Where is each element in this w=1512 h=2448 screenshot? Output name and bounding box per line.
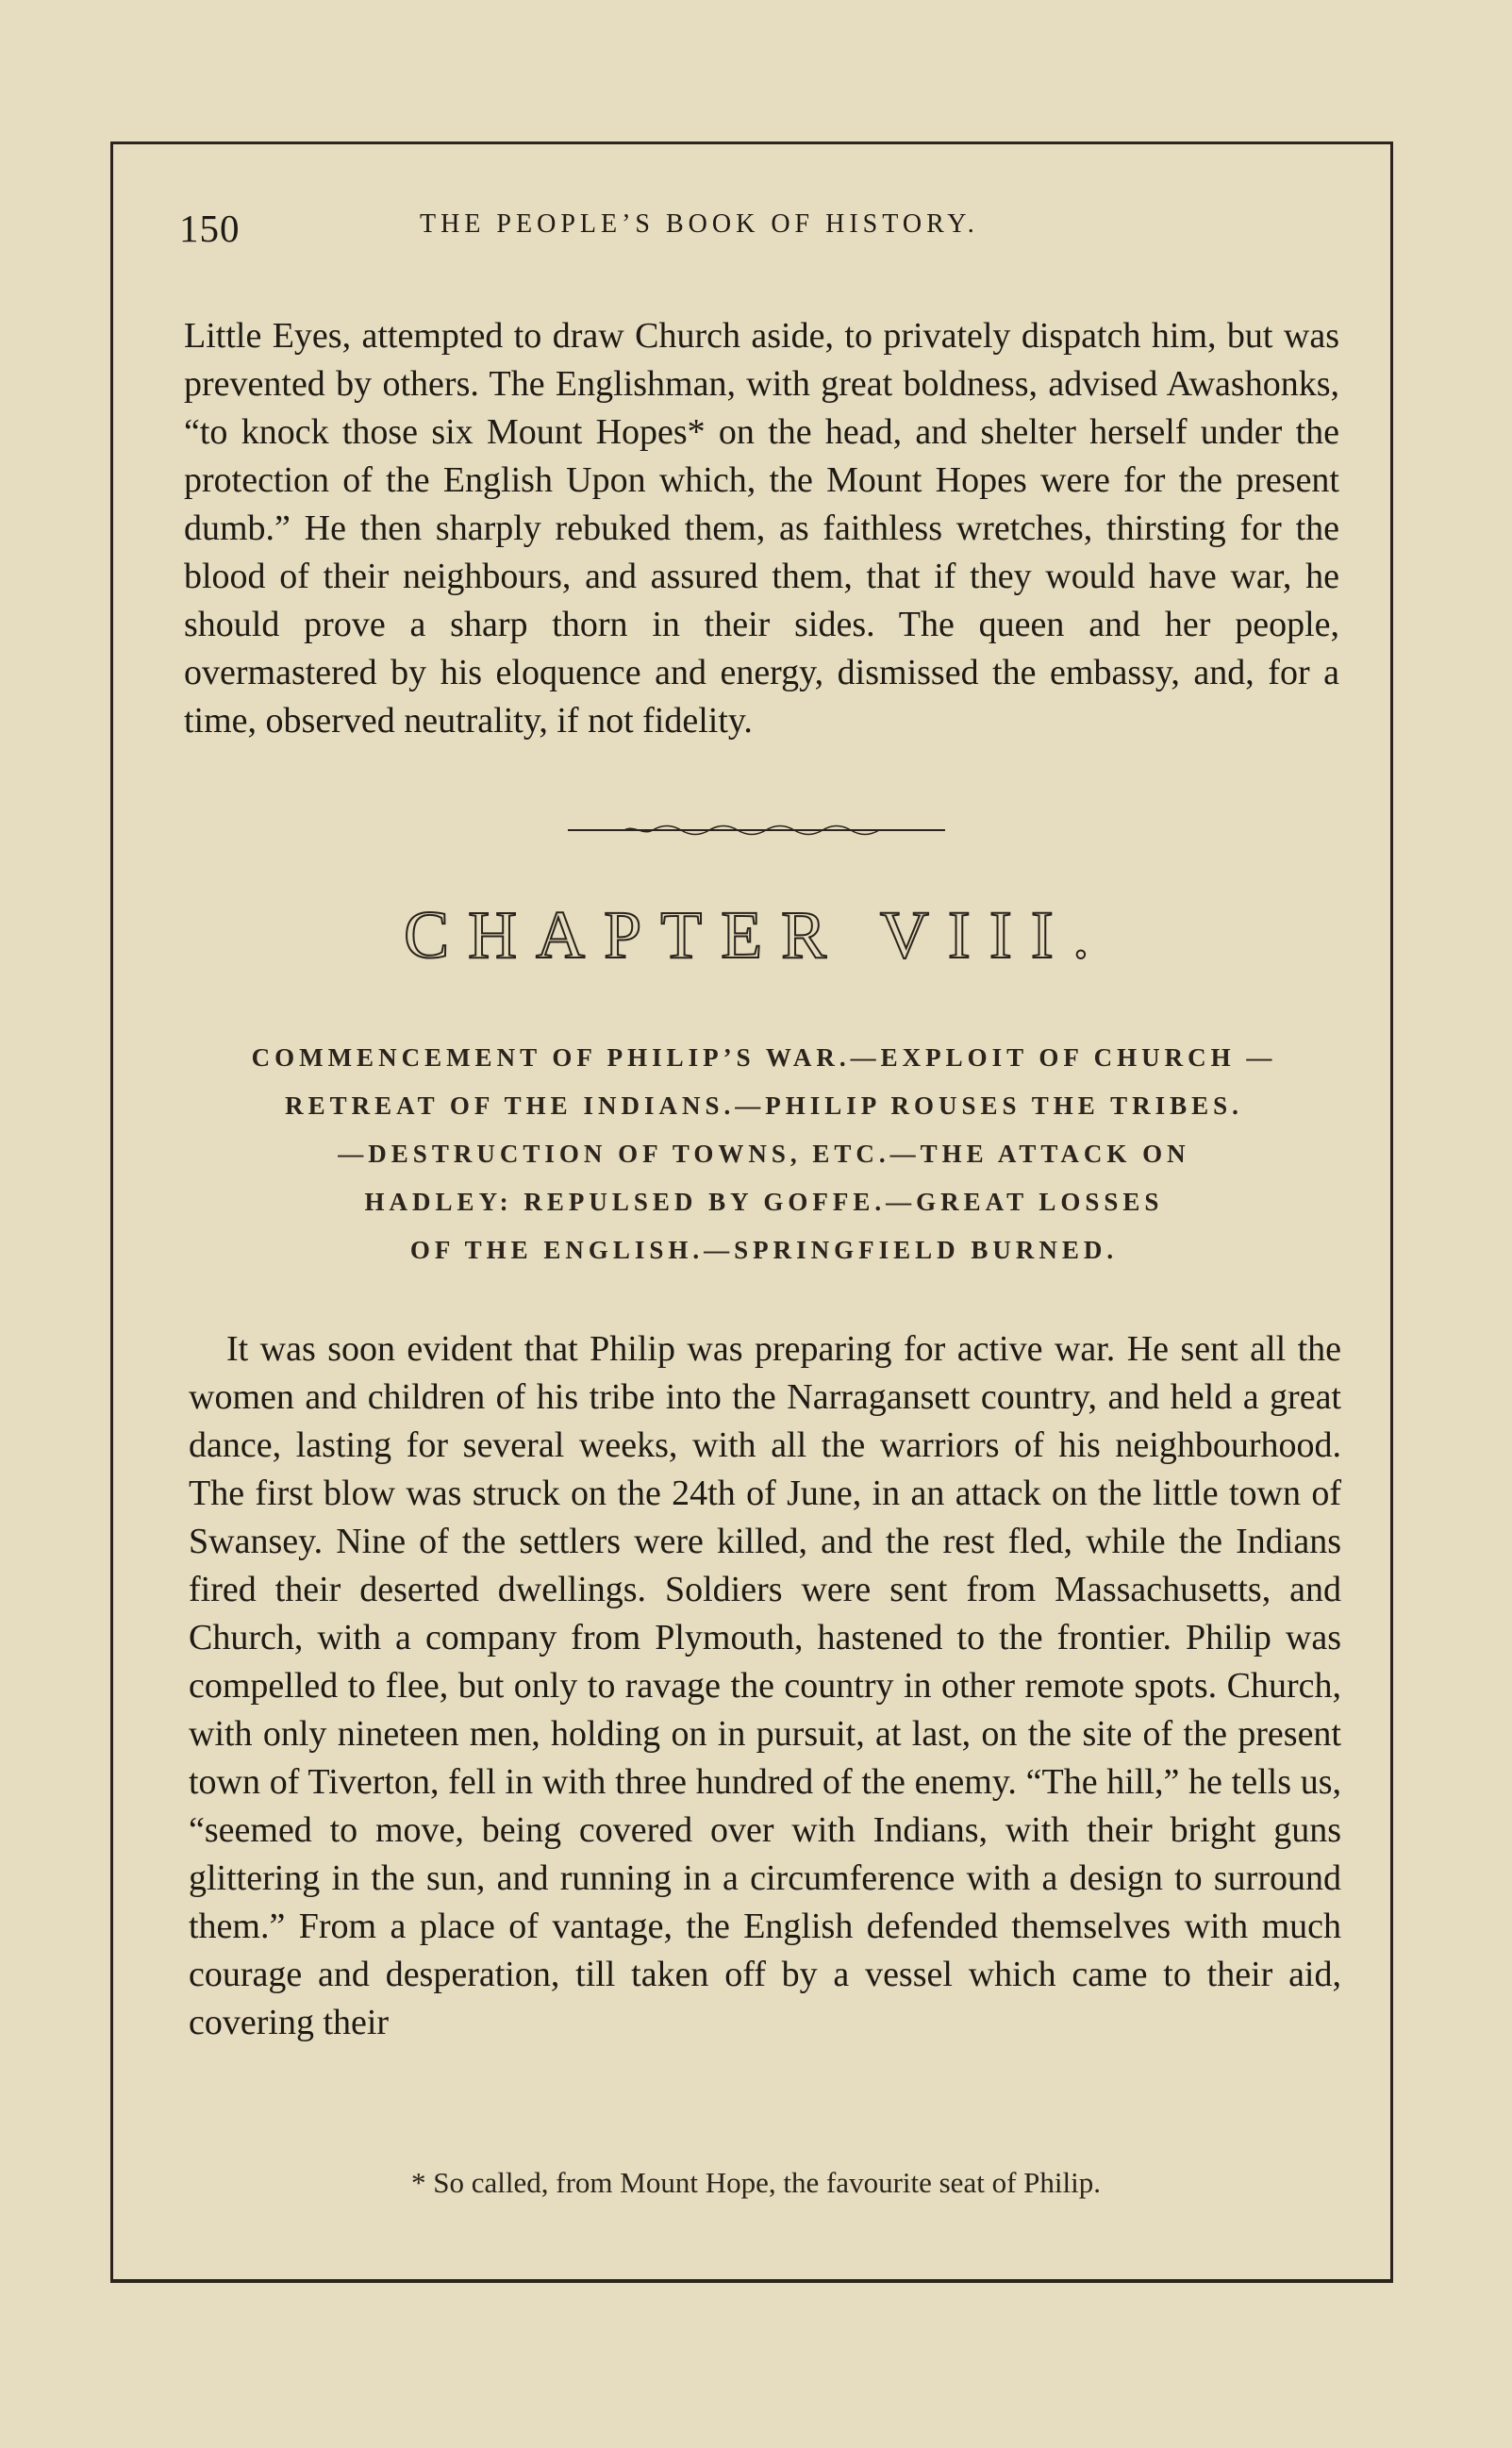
top-paragraph [184,276,1339,781]
chapter-summary-line: —DESTRUCTION OF TOWNS, ETC.—THE ATTACK ON [338,1140,1190,1168]
chapter-summary-line: RETREAT OF THE INDIANS.—PHILIP ROUSES THE TRIBES. [285,1091,1243,1120]
page-header [179,198,1349,264]
chapter-summary-line: OF THE ENGLISH.—SPRINGFIELD BURNED. [409,1236,1119,1264]
footnote: * So called, from Mount Hope, the favourite seat of Philip. [411,2166,1101,2199]
chapter-summary [179,1034,1349,1274]
main-paragraph-text: It was soon evident that Philip was preparing for active war. He sent all the women and children of his tribe into the Narragansett country, and held a great dance, lasting for several weeks, with all the warriors of his neighbourhood. The first blow was struck on the 24th of June, in an attack on the little town of Swansey. Nine of the settlers were killed, and the rest fled, while the Indians fired their deserted dwellings. Soldiers were sent from Massachusetts, and Church, with a company from Plymouth, hastened to the frontier. Philip was compelled to flee, but only to ravage the country in other remote spots. Church, with only nineteen men, holding on in pursuit, at last, on the site of the present town of Tiverton, fell in with three hundred of the enemy. “The hill,” he tells us, “seemed to move, being covered over with Indians, with their bright guns glittering in the sun, and running in a circumference with a design to surround them.” From a place of vantage, the English defended themselves with much courage and desperation, till taken off by a vessel which came to their aid, covering their [189,1329,1341,2042]
running-title: THE PEOPLE’S BOOK OF HISTORY. [420,209,979,239]
section-ornament [568,819,945,841]
chapter-summary-line: COMMENCEMENT OF PHILIP’S WAR.—EXPLOIT OF CHURCH — [251,1043,1277,1072]
chapter-title: CHAPTER VIII. [404,897,1108,973]
main-paragraph [189,1325,1341,2047]
chapter-summary-line: HADLEY: REPULSED BY GOFFE.—GREAT LOSSES [364,1188,1164,1216]
page-number: 150 [179,207,241,250]
top-paragraph-text: Little Eyes, attempted to draw Church aside, to privately dispatch him, but was prevented by others. The Englishman, with great boldness, advised Awashonks, “to knock those six Mount Hopes* on the head, and shelter herself under the protection of the English Upon which, the Mount Hopes were for the present dumb.” He then sharply rebuked them, as faithless wretches, thirsting for the blood of their neighbours, and assured them, that if they would have war, he should prove a sharp thorn in their sides. The queen and her people, overmastered by his eloquence and energy, dismissed the embassy, and, for a time, observed neutrality, if not fidelity. [184,316,1339,741]
